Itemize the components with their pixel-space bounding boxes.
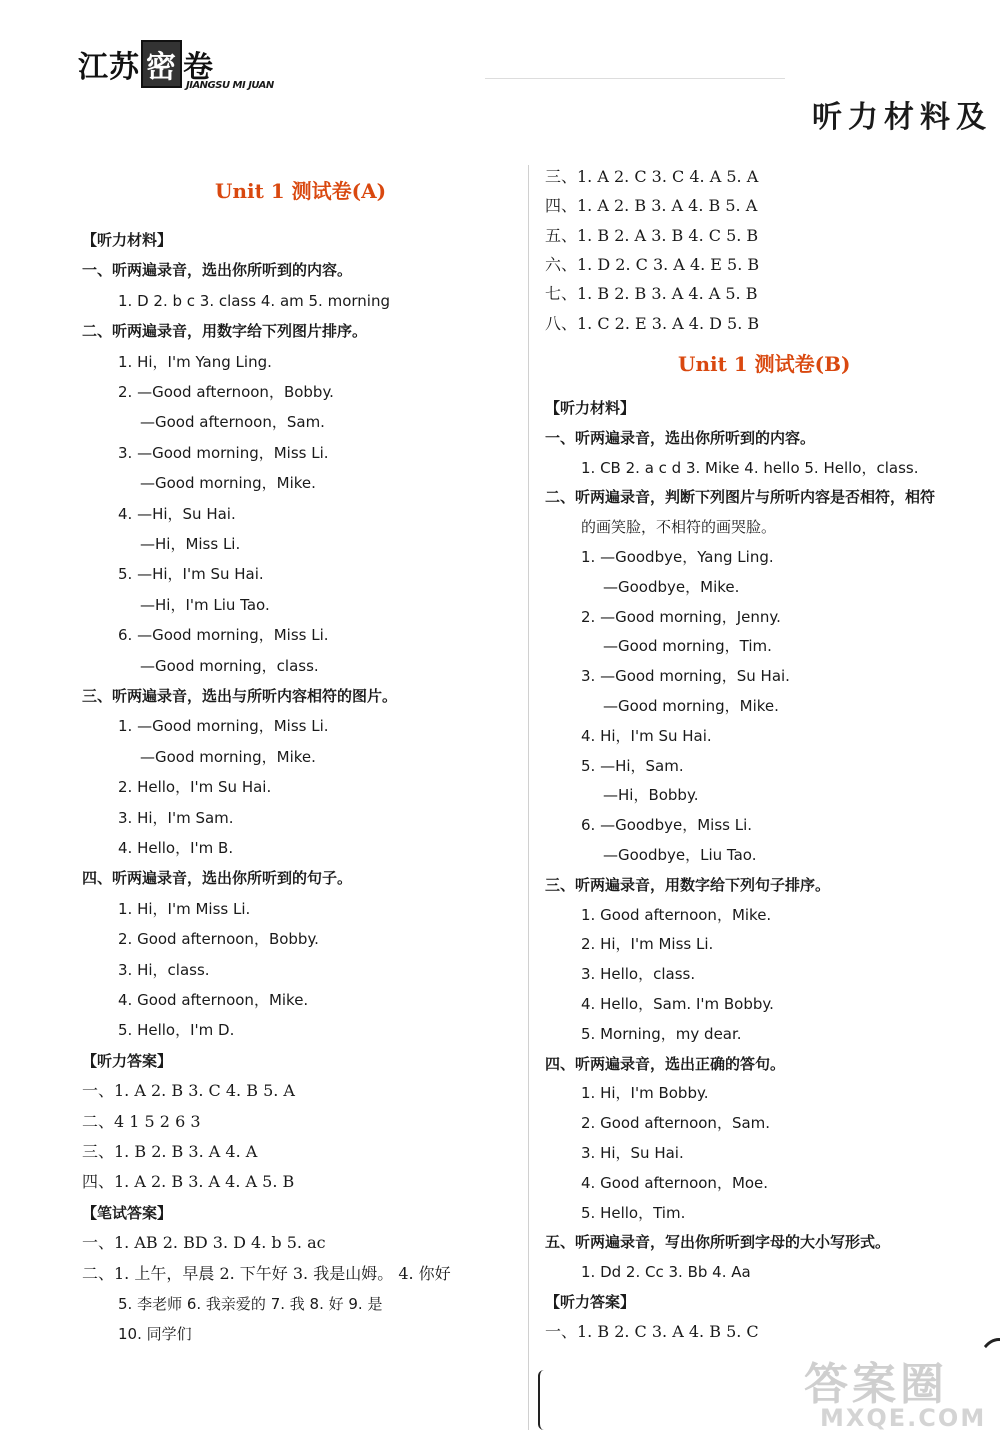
right-b-line: 4. Hi，I'm Su Hai. (581, 726, 712, 745)
right-b-line: 3. Hello，class. (581, 965, 696, 984)
left-a-line: 3. Hi，I'm Sam. (118, 808, 234, 827)
left-a-line: 三、1. B 2. B 3. A 4. A (82, 1142, 258, 1161)
right-b-line: 1. —Goodbye，Yang Ling. (581, 548, 774, 566)
right-b-line: 三、听两遍录音，用数字给下列句子排序。 (545, 875, 831, 894)
right-b-line: 5. Morning，my dear. (581, 1024, 742, 1043)
left-a-line: 4. Hello，I'm B. (118, 839, 234, 857)
right-b-line: —Good morning，Tim. (603, 637, 772, 656)
left-a-line: 6. —Good morning，Miss Li. (118, 626, 329, 645)
left-a-line: 二、4 1 5 2 6 3 (82, 1111, 201, 1131)
left-a-line: 一、1. A 2. B 3. C 4. B 5. A (82, 1081, 295, 1101)
right-top-answer-line: 六、1. D 2. C 3. A 4. E 5. B (545, 254, 760, 274)
column-divider (528, 165, 529, 1430)
right-b-line: 5. Hello，Tim. (581, 1203, 686, 1222)
right-top-answer-line: 八、1. C 2. E 3. A 4. D 5. B (545, 313, 760, 333)
left-a-line: 4. —Hi，Su Hai. (118, 504, 236, 523)
left-a-line: 2. Good afternoon，Bobby. (118, 930, 319, 949)
right-b-line: 3. Hi，Su Hai. (581, 1144, 684, 1162)
test-b-title: Unit 1 测试卷(B) (678, 352, 851, 376)
right-b-line: 【听力材料】 (545, 399, 636, 417)
left-a-line: —Good morning，Mike. (140, 747, 316, 766)
left-a-line: 2. Hello，I'm Su Hai. (118, 778, 272, 797)
left-a-line: 二、听两遍录音，用数字给下列图片排序。 (82, 322, 368, 341)
logo-subtitle: JIANGSU MI JUAN (186, 80, 274, 91)
left-a-line: —Good afternoon，Sam. (140, 413, 325, 432)
right-b-line: 1. Hi，I'm Bobby. (581, 1084, 709, 1103)
watermark-sub: MXQE.COM (820, 1404, 987, 1432)
right-b-line: 的画笑脸，不相符的画哭脸。 (581, 518, 777, 537)
watermark (800, 1348, 996, 1436)
left-a-line: 1. —Good morning，Miss Li. (118, 717, 329, 736)
right-b-line: 【听力答案】 (545, 1293, 636, 1311)
logo-mi: 密 (141, 40, 182, 88)
left-a-line: 二、1. 上午，早晨 2. 下午好 3. 我是山姆。 4. 你好 (82, 1263, 451, 1283)
page-header-title: 听力材料及 (812, 100, 992, 135)
right-b-line: 一、1. B 2. C 3. A 4. B 5. C (545, 1321, 759, 1341)
left-a-line: 3. Hi，class. (118, 960, 210, 979)
left-a-line: 1. Hi，I'm Yang Ling. (118, 352, 272, 371)
left-a-line: 四、1. A 2. B 3. A 4. A 5. B (82, 1172, 295, 1192)
left-a-line: 1. D 2. b c 3. class 4. am 5. morning (118, 291, 390, 310)
left-a-line: 5. —Hi，I'm Su Hai. (118, 565, 264, 584)
right-top-answer-line: 四、1. A 2. B 3. A 4. B 5. A (545, 196, 758, 216)
left-a-line: 5. 李老师 6. 我亲爱的 7. 我 8. 好 9. 是 (118, 1295, 383, 1313)
logo-text-b: 卷 (183, 50, 214, 85)
right-b-line: 3. —Good morning，Su Hai. (581, 667, 790, 686)
right-b-line: 五、听两遍录音，写出你所听到字母的大小写形式。 (545, 1233, 891, 1252)
right-b-line: 5. —Hi，Sam. (581, 756, 684, 775)
left-a-line: 三、听两遍录音，选出与所听内容相符的图片。 (82, 687, 398, 705)
right-b-line: 2. —Good morning，Jenny. (581, 607, 781, 626)
left-a-line: 4. Good afternoon，Mike. (118, 991, 309, 1009)
left-a-line: 【听力材料】 (82, 231, 173, 249)
right-b-line: —Goodbye，Liu Tao. (603, 846, 757, 864)
left-a-line: 3. —Good morning，Miss Li. (118, 443, 329, 462)
left-a-line: —Hi，I'm Liu Tao. (140, 595, 270, 614)
left-a-line: 【笔试答案】 (82, 1203, 173, 1222)
logo-text-a: 江苏 (78, 50, 140, 85)
right-b-line: 二、听两遍录音，判断下列图片与所听内容是否相符，相符 (545, 488, 936, 507)
right-b-line: 2. Hi，I'm Miss Li. (581, 935, 714, 954)
right-top-answer-line: 三、1. A 2. C 3. C 4. A 5. A (545, 167, 759, 186)
left-a-line: 一、听两遍录音，选出你所听到的内容。 (82, 261, 353, 280)
right-b-line: 1. Dd 2. Cc 3. Bb 4. Aa (581, 1263, 751, 1282)
right-b-line: 1. Good afternoon，Mike. (581, 905, 772, 924)
right-b-line: 一、听两遍录音，选出你所听到的内容。 (545, 428, 816, 447)
left-a-line: 一、1. AB 2. BD 3. D 4. b 5. ac (82, 1233, 326, 1253)
header-rule (485, 78, 785, 79)
right-b-line: 4. Hello，Sam. I'm Bobby. (581, 995, 774, 1013)
left-a-line: —Good morning，class. (140, 656, 319, 675)
right-top-answer-line: 五、1. B 2. A 3. B 4. C 5. B (545, 225, 759, 245)
left-a-line: 5. Hello，I'm D. (118, 1021, 235, 1040)
margin-bracket (538, 1370, 548, 1430)
left-a-line: —Hi，Miss Li. (140, 535, 241, 553)
right-b-line: —Good morning，Mike. (603, 697, 779, 715)
right-top-answer-line: 七、1. B 2. B 3. A 4. A 5. B (545, 284, 758, 304)
right-b-line: —Goodbye，Mike. (603, 577, 740, 596)
watermark-main: 答案圈 (804, 1359, 948, 1410)
right-b-line: 4. Good afternoon，Moe. (581, 1173, 769, 1192)
left-a-line: 【听力答案】 (82, 1051, 173, 1070)
right-b-line: 2. Good afternoon，Sam. (581, 1114, 771, 1133)
left-a-line: —Good morning，Mike. (140, 474, 316, 493)
left-a-line: 四、听两遍录音，选出你所听到的句子。 (82, 869, 353, 888)
left-a-line: 1. Hi，I'm Miss Li. (118, 899, 251, 918)
test-a-title: Unit 1 测试卷(A) (215, 179, 387, 203)
right-b-line: 1. CB 2. a c d 3. Mike 4. hello 5. Hello，class. (581, 458, 919, 477)
left-a-line: 10. 同学们 (118, 1325, 192, 1344)
right-b-line: 6. —Goodbye，Miss Li. (581, 816, 753, 835)
right-b-line: —Hi，Bobby. (603, 786, 699, 805)
right-b-line: 四、听两遍录音，选出正确的答句。 (545, 1054, 786, 1073)
left-a-line: 2. —Good afternoon，Bobby. (118, 383, 334, 401)
